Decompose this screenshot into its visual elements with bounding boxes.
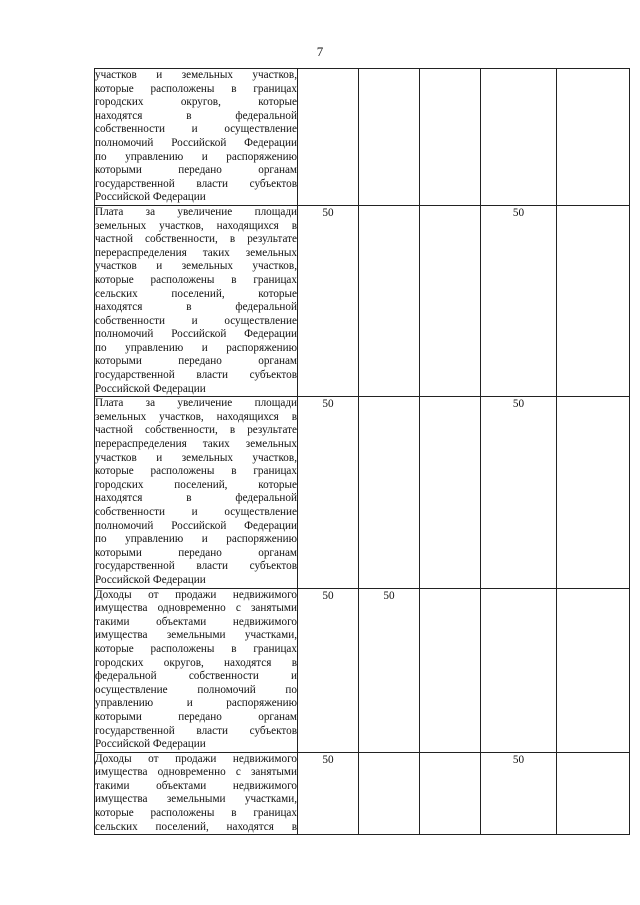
value-cell-col-5 (557, 588, 630, 752)
description-line: осуществление полномочий по (95, 683, 297, 696)
description-line: сельских поселений, которые (95, 287, 297, 300)
value-cell-col-5 (557, 752, 630, 835)
value-cell-col-2 (359, 205, 420, 396)
value-cell-col-5 (557, 397, 630, 588)
value-cell-col-1: 50 (298, 397, 359, 588)
description-line: городских округов, находятся в (95, 656, 297, 669)
description-line: имущества земельными участками, (95, 629, 297, 642)
description-line: государственной власти субъектов (95, 724, 297, 737)
description-line: Российской Федерации (95, 738, 206, 751)
description-line: государственной власти субъектов (95, 560, 297, 573)
value-cell-col-3 (420, 588, 481, 752)
value-cell-col-2 (359, 397, 420, 588)
description-line: частной собственности, в результате (95, 233, 297, 246)
value-cell-col-1: 50 (298, 588, 359, 752)
value-cell-col-3 (420, 205, 481, 396)
value-cell-col-2: 50 (359, 588, 420, 752)
description-line: полномочий Российской Федерации (95, 519, 297, 532)
description-line: которые расположены в границах (95, 642, 297, 655)
budget-table (94, 68, 630, 835)
description-line: собственности и осуществление (95, 506, 297, 518)
description-line: по управлению и распоряжению (95, 533, 297, 546)
description-line: такими объектами недвижимого (95, 615, 297, 628)
description-line: Российской Федерации (95, 573, 206, 586)
description-line: городских округов, которые (95, 96, 297, 109)
value-cell-col-4: 50 (481, 397, 557, 588)
description-line: участков и земельных участков, (95, 451, 297, 464)
description-line: собственности и осуществление (95, 314, 297, 327)
description-line: государственной власти субъектов (95, 177, 297, 190)
description-line: Российской Федерации (95, 382, 206, 395)
value-cell-col-1: 50 (298, 205, 359, 396)
table-row (95, 205, 630, 396)
description-line: федеральной собственности и (95, 670, 297, 683)
value-cell-col-3 (420, 69, 481, 206)
description-line: городских поселений, которые (95, 478, 297, 491)
value-cell-col-3 (420, 397, 481, 588)
value-cell-col-4: 50 (481, 205, 557, 396)
description-line: которые расположены в границах (95, 82, 297, 95)
description-line: Плата за увеличение площади (95, 397, 297, 410)
description-line: Доходы от продажи недвижимого (95, 588, 297, 601)
description-line: имущества одновременно с занятыми (95, 766, 297, 779)
value-cell-col-4: 50 (481, 752, 557, 835)
description-line: земельных участков, находящихся в (95, 219, 297, 232)
description-line: имущества земельными участками, (95, 793, 297, 806)
value-cell-col-2 (359, 752, 420, 835)
description-line: управлению и распоряжению (95, 697, 297, 710)
revenue-description-cell (95, 205, 298, 396)
description-line: находятся в федеральной (95, 301, 297, 314)
description-line: Доходы от продажи недвижимого (95, 752, 297, 765)
value-cell-col-1: 50 (298, 752, 359, 835)
description-line: собственности и осуществление (95, 123, 297, 136)
description-line: земельных участков, находящихся в (95, 410, 297, 423)
value-cell-col-5 (557, 69, 630, 206)
table-row (95, 588, 630, 752)
description-line: которыми передано органам (95, 164, 297, 177)
description-line: которые расположены в границах (95, 273, 297, 286)
description-line: которыми передано органам (95, 355, 297, 368)
description-line: которые расположены в границах (95, 807, 297, 820)
description-line: полномочий Российской Федерации (95, 328, 297, 341)
value-cell-col-3 (420, 752, 481, 835)
description-line: государственной власти субъектов (95, 369, 297, 382)
description-line: полномочий Российской Федерации (95, 136, 297, 149)
description-line: такими объектами недвижимого (95, 779, 297, 792)
value-cell-col-5 (557, 205, 630, 396)
page-number: 7 (316, 44, 324, 59)
value-cell-col-1 (298, 69, 359, 206)
description-line: участков и земельных участков, (95, 260, 297, 273)
description-line: перераспределения таких земельных (95, 246, 297, 259)
table-row (95, 752, 630, 835)
description-line: Российской Федерации (95, 191, 206, 204)
value-cell-col-4 (481, 588, 557, 752)
revenue-description-cell (95, 588, 298, 752)
description-line: участков и земельных участков, (95, 69, 297, 81)
description-line: перераспределения таких земельных (95, 438, 297, 451)
description-line: по управлению и распоряжению (95, 341, 297, 354)
description-line: находятся в федеральной (95, 109, 297, 122)
description-line: сельских поселений, находятся в (95, 820, 297, 833)
value-cell-col-2 (359, 69, 420, 206)
description-line: имущества одновременно с занятыми (95, 602, 297, 615)
value-cell-col-4 (481, 69, 557, 206)
description-line: частной собственности, в результате (95, 424, 297, 437)
revenue-description-cell (95, 397, 298, 588)
description-line: которыми передано органам (95, 546, 297, 559)
revenue-description-cell (95, 752, 298, 835)
description-line: находятся в федеральной (95, 492, 297, 505)
table-row (95, 397, 630, 588)
description-line: по управлению и распоряжению (95, 150, 297, 163)
description-line: которыми передано органам (95, 710, 297, 723)
table-row (95, 69, 630, 206)
description-line: которые расположены в границах (95, 465, 297, 478)
revenue-description-cell (95, 69, 298, 206)
description-line: Плата за увеличение площади (95, 205, 297, 218)
